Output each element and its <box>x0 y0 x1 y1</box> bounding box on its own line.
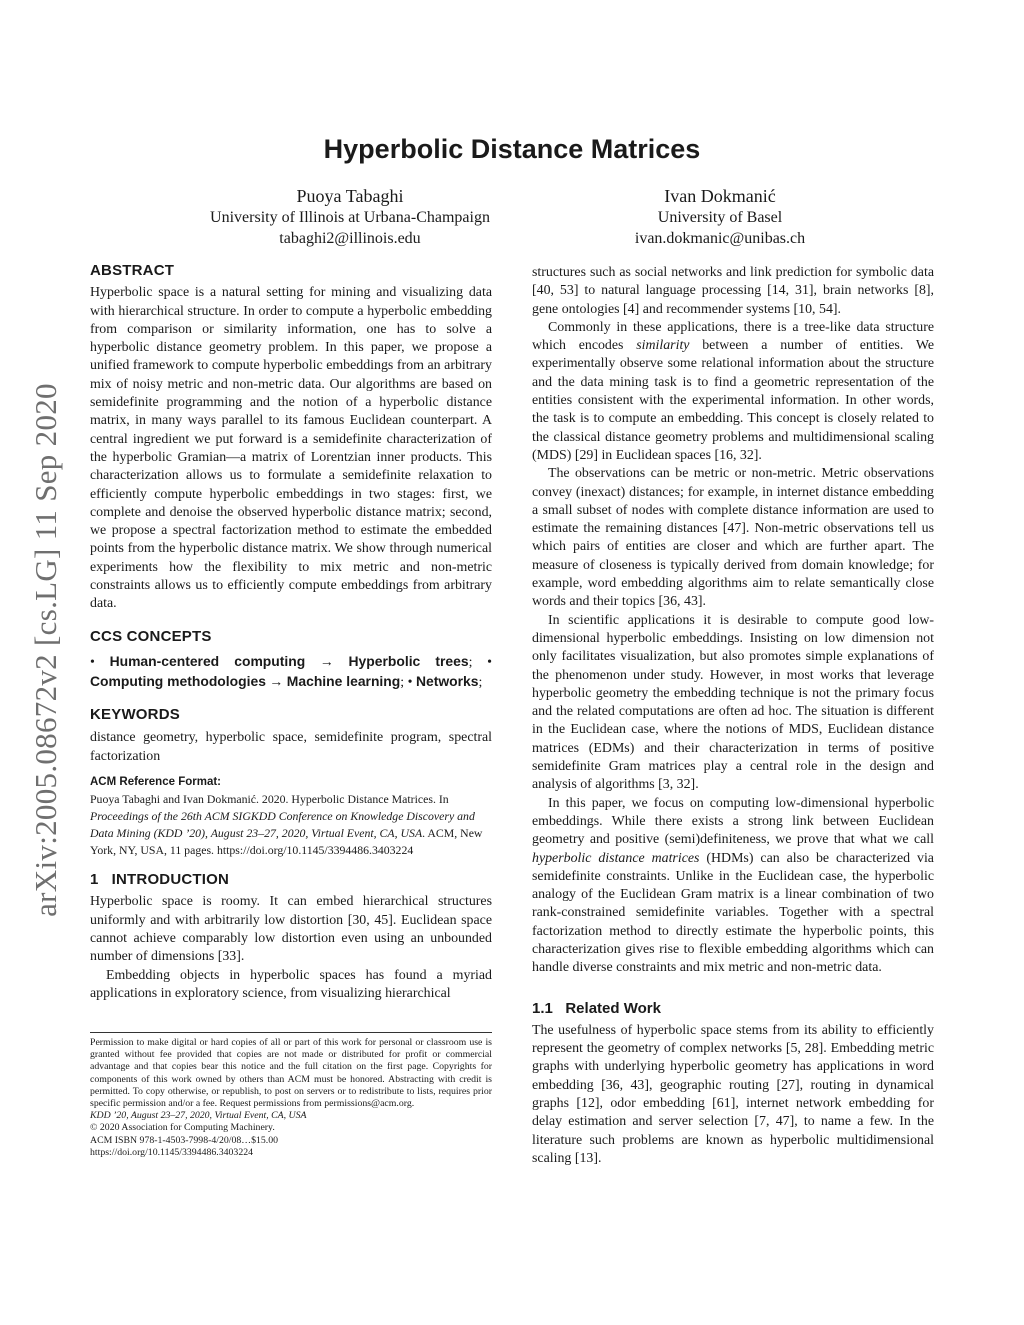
paper-title: Hyperbolic Distance Matrices <box>323 134 701 164</box>
right-paragraph-3: The observations can be metric or non-metric. Metric observations convey (inexact) distances; for example, in internet distance embedding a small subset of nodes with complete distance information are used to estimate the remaining distances [47]. Non-metric observations tell us which pairs of entities are closer and which are further apart. The measure of closeness is typically derived from domain knowledge; for example, word embedding algorithms aim to relate semantically close words and their topics [36, 43]. <box>532 466 934 610</box>
ccs-item: Computing methodologies <box>90 672 266 689</box>
acm-ref-text: Puoya Tabaghi and Ivan Dokmanić. 2020. Hyperbolic Distance Matrices. In Proceedings of the 26th ACM SIGKDD Conference on Knowledge Discovery and Data Mining (KDD ’20), August 23–27, 2020, Virtual Event, CA, USA. ACM, New York, NY, USA, 11 pages. https://doi.org/10.1145/3394486.3403224 <box>90 792 483 858</box>
abstract-text: Hyperbolic space is a natural setting for mining and visualizing data with hierarchical structure. In order to compute a hyperbolic embedding from comparison or similarity information, one has to solve a hyperbolic distance geometry problem. In this paper, we propose a unified framework to compute hyperbolic embeddings from an arbitrary mix of noisy metric and non-metric data. Our algorithms are based on semidefinite programming and the notion of a hyperbolic distance matrix, in many ways parallel to its famous Euclidean counterpart. A central ingredient we put forward is a semidefinite characterization of the hyperbolic Gramian—a matrix of Lorentzian inner products. This characterization allows us to formulate a semidefinite relaxation to efficiently compute hyperbolic embeddings in two stages: first, we complete and denoise the observed hyperbolic distance matrix; second, we propose a spectral factorization method to estimate the embedded points from the hyperbolic distance matrix. We show through numerical experiments how the flexibility to mix metric and non-metric constraints allows us to efficiently compute embeddings from arbitrary data. <box>90 285 492 612</box>
right-paragraph-2: Commonly in these applications, there is a tree-like data structure which encodes similarity between a number of entities. We experimentally observe some relational information about the structure and the data mining task is to find a geometric representation of the entities consistent with the experimental information. In other words, the task is to compute an embedding. This concept is closely related to the classical distance geometry problems and multidimensional scaling (MDS) [29] in Euclidean spaces [16, 32]. <box>532 319 934 463</box>
abstract-heading: ABSTRACT <box>90 262 175 279</box>
isbn-line: ACM ISBN 978-1-4503-7998-4/20/08…$15.00 <box>90 1134 279 1146</box>
intro-paragraph-1: Hyperbolic space is roomy. It can embed hierarchical structures uniformly and with arbitrarily low distortion [30, 45]. Euclidean space cannot achieve comparably low distortion even using an unbounded number of dimensions [33]. <box>90 894 492 965</box>
ccs-concepts: • Human-centered computing → Hyperbolic trees; • Computing methodologies → Machine learning; • Networks; <box>90 652 492 690</box>
author-email: tabaghi2@illinois.edu <box>279 230 421 247</box>
author-affiliation: University of Basel <box>657 209 783 226</box>
keywords-heading: KEYWORDS <box>90 705 180 723</box>
intro-paragraph-2: Embedding objects in hyperbolic spaces has found a myriad applications in exploratory science, from visualizing hierarchical <box>90 967 492 1001</box>
copyright-line: © 2020 Association for Computing Machinery. <box>90 1122 275 1134</box>
footnote-rule <box>90 1032 492 1033</box>
footnote <box>90 1037 492 1159</box>
permission-notice: Permission to make digital or hard copies of all or part of this work for personal or classroom use is granted without fee provided that copies are not made or distributed for profit or commercial advantage and that copies bear this notice and the full citation on the first page. Copyrights for components of this work owned by others than ACM must be honored. Abstracting with credit is permitted. To copy otherwise, or republish, to post on servers or to redistribute to lists, requires prior specific permission and/or a fee. Request permissions from permissions@acm.org. <box>90 1037 492 1110</box>
ccs-heading: CCS CONCEPTS <box>90 627 212 645</box>
arxiv-id: arXiv:2005.08672v2 [cs.LG] 11 Sep 2020 <box>28 383 63 917</box>
author-email: ivan.dokmanic@unibas.ch <box>634 230 806 247</box>
right-paragraph-1: structures such as social networks and link prediction for symbolic data [40, 53] to natural language processing [14, 31], brain networks [8], gene ontologies [4] and recommender systems [10, 54]. <box>532 265 934 317</box>
author-name: Ivan Dokmanić <box>664 186 776 206</box>
ccs-item: Networks <box>415 672 479 689</box>
related-work-heading: 1.1 Related Work <box>532 999 661 1017</box>
arxiv-sidebar <box>0 0 80 1325</box>
intro-heading: 1 INTRODUCTION <box>90 871 230 889</box>
ccs-item: Human-centered computing <box>109 652 306 669</box>
right-column <box>532 264 934 1168</box>
right-paragraph-5: In this paper, we focus on computing low-dimensional hyperbolic embeddings. While there exists a strong link between Euclidean geometry and positive (semi)definiteness, we prove that what we call hyperbolic distance matrices (HDMs) can also be characterized via semidefinite constraints. Unlike in the Euclidean case, the hyperbolic analogy of the Euclidean Gram matrix is a linear combination of two rank-constrained semidefinite variables. Together with a spectral factorization method to directly estimate the hyperbolic points, this characterization gives rise to flexible embedding algorithms which can handle diverse constraints and mix metric and non-metric data. <box>532 795 934 976</box>
right-paragraph-4: In scientific applications it is desirable to compute good low-dimensional hyperbolic embeddings. Insisting on low dimension not only facilitates visualization, but also promotes simple explanations of the phenomenon under study. However, in most works that leverage hyperbolic geometry the embedding technique is not the primary focus and the related computations are often ad hoc. The situation is different in the Euclidean case, where the notions of MDS, Euclidean distance matrices (EDMs) and their characterization in terms of positive semidefinite Gram matrices play a central role in the design and analysis of algorithms [3, 32]. <box>532 612 934 793</box>
author-block-2 <box>570 186 870 249</box>
author-name: Puoya Tabaghi <box>296 186 404 206</box>
related-work-paragraph: The usefulness of hyperbolic space stems from its ability to efficiently represent the geometry of complex networks [5, 28]. Embedding metric graphs with underlying hyperbolic geometry has applications in word embedding [36, 43], geographic routing [27], routing in dynamical graphs [12], odor embedding [61], internet network embedding for delay estimation and server selection [7, 47], to name a few. In the literature such problems are known as hyperbolic multidimensional scaling [13]. <box>532 1022 934 1166</box>
ccs-item: Machine learning <box>286 672 401 689</box>
left-column <box>90 262 492 1003</box>
keywords-text: distance geometry, hyperbolic space, semidefinite program, spectral factorization <box>90 730 492 764</box>
ccs-item: Hyperbolic trees <box>348 652 469 669</box>
doi-line: https://doi.org/10.1145/3394486.3403224 <box>90 1146 254 1158</box>
author-affiliation: University of Illinois at Urbana-Champaign <box>210 209 490 226</box>
acm-ref-heading: ACM Reference Format: <box>90 775 221 788</box>
conference-line: KDD ’20, August 23–27, 2020, Virtual Event, CA, USA <box>90 1110 307 1122</box>
author-block-1 <box>150 186 550 249</box>
